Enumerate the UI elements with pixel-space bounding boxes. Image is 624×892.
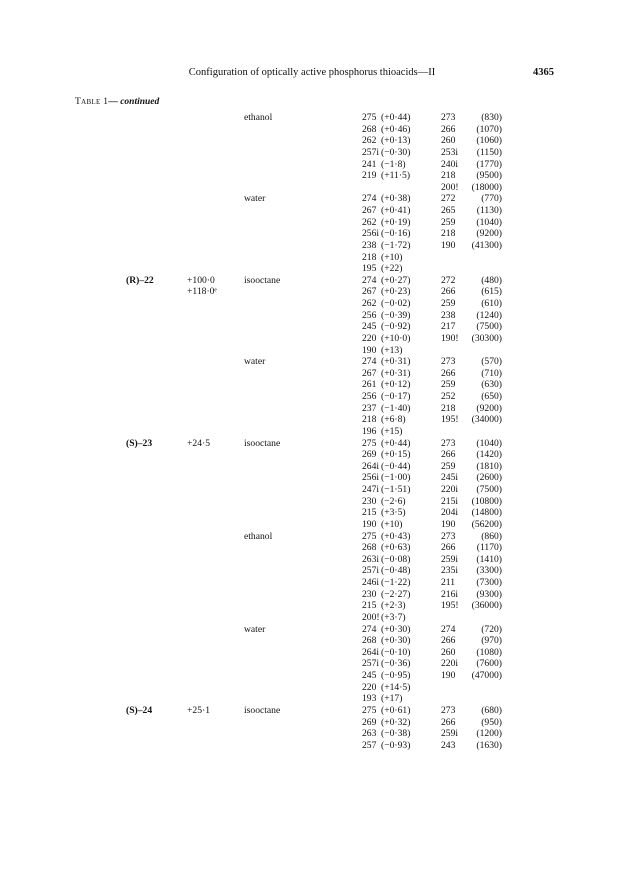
uv-wavelength-cell: 259 bbox=[441, 298, 456, 309]
uv-wavelength-cell: 204i bbox=[441, 507, 459, 519]
uv-value-cell: (570) bbox=[481, 356, 502, 368]
cd-value-cell: (−0·92) bbox=[381, 321, 411, 333]
uv-wavelength-cell: 273 bbox=[441, 530, 456, 542]
uv-value-cell: (30300) bbox=[471, 332, 502, 344]
table-row bbox=[0, 321, 624, 333]
uv-value-cell: (770) bbox=[481, 193, 502, 205]
table-row bbox=[0, 228, 624, 240]
uv-wavelength-cell: 220i bbox=[441, 484, 459, 495]
cd-wavelength-cell: 267 bbox=[362, 286, 377, 298]
cd-value-cell: (+0·13) bbox=[381, 135, 411, 147]
rotation-cell: +25·1 bbox=[187, 704, 210, 716]
table-row bbox=[0, 519, 624, 531]
cd-value-cell: (−0·95) bbox=[381, 670, 411, 681]
cd-value-cell: (−0·93) bbox=[381, 739, 411, 751]
uv-wavelength-cell: 260 bbox=[441, 646, 456, 658]
uv-value-cell: (1770) bbox=[476, 158, 502, 170]
uv-value-cell: (650) bbox=[481, 391, 502, 402]
cd-value-cell: (−0·48) bbox=[381, 565, 411, 577]
uv-value-cell: (9200) bbox=[476, 402, 502, 414]
table-row bbox=[0, 438, 624, 450]
running-header-title: Configuration of optically active phosphorus thioacids—II bbox=[188, 67, 436, 78]
uv-wavelength-cell: 211 bbox=[441, 577, 456, 588]
table-row bbox=[0, 531, 624, 543]
table-row bbox=[0, 379, 624, 391]
cd-value-cell: (+0·43) bbox=[381, 530, 411, 542]
table-row bbox=[0, 658, 624, 670]
cd-wavelength-cell: 257 bbox=[362, 739, 377, 751]
table-row bbox=[0, 333, 624, 345]
cd-wavelength-cell: 264i bbox=[362, 646, 380, 658]
cd-wavelength-cell: 220 bbox=[362, 332, 377, 344]
uv-wavelength-cell: 272 bbox=[441, 193, 456, 205]
uv-value-cell: (1240) bbox=[476, 309, 502, 321]
page-number: 4365 bbox=[533, 67, 554, 78]
cd-value-cell: (+17) bbox=[381, 693, 403, 705]
cd-value-cell: (+0·41) bbox=[381, 205, 411, 216]
rotation-cell: +100·0 bbox=[187, 274, 215, 286]
cd-wavelength-cell: 218 bbox=[362, 414, 377, 426]
table-row bbox=[0, 589, 624, 601]
uv-value-cell: (47000) bbox=[471, 670, 502, 681]
uv-value-cell: (7500) bbox=[476, 484, 502, 495]
cd-wavelength-cell: 275 bbox=[362, 437, 377, 449]
uv-wavelength-cell: 266 bbox=[441, 367, 456, 379]
uv-wavelength-cell: 273 bbox=[441, 112, 456, 123]
uv-wavelength-cell: 235i bbox=[441, 565, 459, 577]
cd-wavelength-cell: 263 bbox=[362, 728, 377, 740]
table-caption-label: Table 1 bbox=[75, 97, 109, 107]
compound-cell: (S)–23 bbox=[126, 437, 153, 449]
cd-wavelength-cell: 256i bbox=[362, 228, 380, 240]
table-row bbox=[0, 403, 624, 415]
table-row bbox=[0, 693, 624, 705]
uv-wavelength-cell: 259i bbox=[441, 728, 459, 740]
uv-wavelength-cell: 266 bbox=[441, 542, 456, 554]
uv-value-cell: (18000) bbox=[471, 181, 502, 193]
cd-value-cell: (+0·46) bbox=[381, 123, 411, 135]
cd-wavelength-cell: 269 bbox=[362, 449, 377, 461]
uv-value-cell: (480) bbox=[481, 274, 502, 286]
table-row bbox=[0, 565, 624, 577]
uv-value-cell: (860) bbox=[481, 530, 502, 542]
uv-value-cell: (7600) bbox=[476, 658, 502, 670]
table-row bbox=[0, 705, 624, 717]
cd-wavelength-cell: 246i bbox=[362, 577, 380, 588]
cd-value-cell: (+10·0) bbox=[381, 332, 411, 344]
cd-value-cell: (+0·32) bbox=[381, 716, 411, 728]
uv-value-cell: (615) bbox=[481, 286, 502, 298]
table-row bbox=[0, 345, 624, 357]
cd-value-cell: (−0·16) bbox=[381, 228, 411, 240]
cd-value-cell: (−1·40) bbox=[381, 402, 411, 414]
table-row bbox=[0, 624, 624, 636]
cd-wavelength-cell: 215 bbox=[362, 507, 377, 519]
cd-wavelength-cell: 275 bbox=[362, 530, 377, 542]
cd-wavelength-cell: 245 bbox=[362, 321, 377, 333]
cd-wavelength-cell: 261 bbox=[362, 379, 377, 391]
cd-value-cell: (−0·17) bbox=[381, 391, 411, 402]
table-row bbox=[0, 147, 624, 159]
cd-value-cell: (+2·3) bbox=[381, 600, 406, 612]
table-row bbox=[0, 240, 624, 252]
table-row bbox=[0, 135, 624, 147]
uv-wavelength-cell: 195! bbox=[441, 600, 459, 612]
uv-wavelength-cell: 265 bbox=[441, 205, 456, 216]
uv-wavelength-cell: 220i bbox=[441, 658, 459, 670]
cd-value-cell: (−1·00) bbox=[381, 472, 411, 484]
cd-wavelength-cell: 257i bbox=[362, 146, 380, 158]
cd-value-cell: (+0·30) bbox=[381, 623, 411, 635]
cd-wavelength-cell: 267 bbox=[362, 205, 377, 216]
uv-wavelength-cell: 259 bbox=[441, 460, 456, 472]
uv-value-cell: (610) bbox=[481, 298, 502, 309]
uv-wavelength-cell: 253i bbox=[441, 146, 459, 158]
cd-wavelength-cell: 190 bbox=[362, 518, 377, 530]
solvent-cell: water bbox=[244, 193, 266, 205]
uv-wavelength-cell: 274 bbox=[441, 623, 456, 635]
cd-value-cell: (+0·12) bbox=[381, 379, 411, 391]
cd-wavelength-cell: 263i bbox=[362, 553, 380, 565]
cd-wavelength-cell: 230 bbox=[362, 588, 377, 600]
uv-value-cell: (630) bbox=[481, 379, 502, 391]
uv-wavelength-cell: 195! bbox=[441, 414, 459, 426]
cd-wavelength-cell: 237 bbox=[362, 402, 377, 414]
cd-wavelength-cell: 245 bbox=[362, 670, 377, 681]
uv-value-cell: (1070) bbox=[476, 123, 502, 135]
table-row bbox=[0, 449, 624, 461]
cd-value-cell: (−2·27) bbox=[381, 588, 411, 600]
cd-wavelength-cell: 195 bbox=[362, 263, 377, 275]
cd-value-cell: (+0·19) bbox=[381, 216, 411, 228]
uv-wavelength-cell: 259 bbox=[441, 379, 456, 391]
cd-wavelength-cell: 262 bbox=[362, 298, 377, 309]
cd-wavelength-cell: 275 bbox=[362, 112, 377, 123]
table-row bbox=[0, 356, 624, 368]
uv-value-cell: (950) bbox=[481, 716, 502, 728]
table-row bbox=[0, 554, 624, 566]
compound-cell: (S)–24 bbox=[126, 704, 153, 716]
uv-value-cell: (41300) bbox=[471, 239, 502, 251]
table-row bbox=[0, 647, 624, 659]
cd-value-cell: (−1·72) bbox=[381, 239, 411, 251]
uv-wavelength-cell: 190 bbox=[441, 670, 456, 681]
solvent-cell: isooctane bbox=[244, 437, 281, 449]
cd-wavelength-cell: 256 bbox=[362, 391, 377, 402]
uv-value-cell: (1410) bbox=[476, 553, 502, 565]
uv-value-cell: (710) bbox=[481, 367, 502, 379]
cd-value-cell: (−1·51) bbox=[381, 484, 411, 495]
uv-value-cell: (1130) bbox=[476, 205, 502, 216]
cd-value-cell: (+15) bbox=[381, 425, 403, 437]
table-row bbox=[0, 170, 624, 182]
uv-value-cell: (10800) bbox=[471, 495, 502, 507]
uv-wavelength-cell: 272 bbox=[441, 274, 456, 286]
uv-wavelength-cell: 260 bbox=[441, 135, 456, 147]
uv-value-cell: (34000) bbox=[471, 414, 502, 426]
uv-wavelength-cell: 217 bbox=[441, 321, 456, 333]
table-row bbox=[0, 298, 624, 310]
table-row bbox=[0, 310, 624, 322]
cd-wavelength-cell: 215 bbox=[362, 600, 377, 612]
cd-wavelength-cell: 264i bbox=[362, 460, 380, 472]
rotation-cell: +24·5 bbox=[187, 437, 210, 449]
cd-wavelength-cell: 241 bbox=[362, 158, 377, 170]
uv-wavelength-cell: 190 bbox=[441, 518, 456, 530]
cd-wavelength-cell: 274 bbox=[362, 193, 377, 205]
cd-value-cell: (+0·31) bbox=[381, 367, 411, 379]
cd-value-cell: (+0·38) bbox=[381, 193, 411, 205]
table-row bbox=[0, 193, 624, 205]
uv-wavelength-cell: 273 bbox=[441, 437, 456, 449]
uv-wavelength-cell: 259 bbox=[441, 216, 456, 228]
cd-value-cell: (−0·08) bbox=[381, 553, 411, 565]
table-row bbox=[0, 414, 624, 426]
cd-wavelength-cell: 196 bbox=[362, 425, 377, 437]
solvent-cell: isooctane bbox=[244, 274, 281, 286]
table-row bbox=[0, 252, 624, 264]
solvent-cell: water bbox=[244, 356, 266, 368]
uv-value-cell: (1810) bbox=[476, 460, 502, 472]
table-row bbox=[0, 542, 624, 554]
table-row bbox=[0, 496, 624, 508]
cd-wavelength-cell: 190 bbox=[362, 344, 377, 356]
table-row bbox=[0, 182, 624, 194]
uv-wavelength-cell: 252 bbox=[441, 391, 456, 402]
table-row bbox=[0, 368, 624, 380]
uv-value-cell: (1040) bbox=[476, 216, 502, 228]
cd-value-cell: (−0·02) bbox=[381, 298, 411, 309]
uv-value-cell: (1170) bbox=[476, 542, 502, 554]
cd-value-cell: (−0·39) bbox=[381, 309, 411, 321]
uv-wavelength-cell: 190! bbox=[441, 332, 459, 344]
uv-wavelength-cell: 266 bbox=[441, 449, 456, 461]
uv-wavelength-cell: 245i bbox=[441, 472, 459, 484]
uv-value-cell: (7300) bbox=[476, 577, 502, 588]
cd-wavelength-cell: 193 bbox=[362, 693, 377, 705]
cd-value-cell: (+0·23) bbox=[381, 286, 411, 298]
cd-value-cell: (+0·31) bbox=[381, 356, 411, 368]
uv-value-cell: (680) bbox=[481, 704, 502, 716]
cd-wavelength-cell: 257i bbox=[362, 565, 380, 577]
table-row bbox=[0, 670, 624, 682]
cd-value-cell: (+13) bbox=[381, 344, 403, 356]
uv-wavelength-cell: 273 bbox=[441, 356, 456, 368]
cd-value-cell: (+22) bbox=[381, 263, 403, 275]
uv-wavelength-cell: 266 bbox=[441, 716, 456, 728]
cd-wavelength-cell: 275 bbox=[362, 704, 377, 716]
table-row bbox=[0, 263, 624, 275]
solvent-cell: ethanol bbox=[244, 112, 273, 123]
uv-value-cell: (3300) bbox=[476, 565, 502, 577]
table-row bbox=[0, 484, 624, 496]
cd-wavelength-cell: 268 bbox=[362, 542, 377, 554]
cd-value-cell: (−1·22) bbox=[381, 577, 411, 588]
uv-value-cell: (1080) bbox=[476, 646, 502, 658]
uv-wavelength-cell: 200! bbox=[441, 181, 459, 193]
table-caption-suffix: — continued bbox=[108, 97, 160, 107]
uv-value-cell: (56200) bbox=[471, 518, 502, 530]
cd-value-cell: (+3·7) bbox=[381, 611, 406, 623]
cd-wavelength-cell: 269 bbox=[362, 716, 377, 728]
uv-wavelength-cell: 215i bbox=[441, 495, 459, 507]
cd-wavelength-cell: 230 bbox=[362, 495, 377, 507]
table-row bbox=[0, 461, 624, 473]
cd-wavelength-cell: 256i bbox=[362, 472, 380, 484]
uv-value-cell: (720) bbox=[481, 623, 502, 635]
uv-wavelength-cell: 216i bbox=[441, 588, 459, 600]
uv-value-cell: (9500) bbox=[476, 170, 502, 182]
cd-wavelength-cell: 274 bbox=[362, 623, 377, 635]
data-table bbox=[0, 112, 624, 751]
solvent-cell: water bbox=[244, 623, 266, 635]
table-row bbox=[0, 286, 624, 298]
cd-wavelength-cell: 274 bbox=[362, 274, 377, 286]
cd-wavelength-cell: 238 bbox=[362, 239, 377, 251]
uv-value-cell: (9200) bbox=[476, 228, 502, 240]
cd-wavelength-cell: 268 bbox=[362, 123, 377, 135]
rotation-cell: +118·0ᵉ bbox=[187, 286, 217, 298]
compound-cell: (R)–22 bbox=[126, 274, 154, 286]
uv-value-cell: (1150) bbox=[476, 146, 502, 158]
uv-value-cell: (830) bbox=[481, 112, 502, 123]
cd-value-cell: (+0·44) bbox=[381, 437, 411, 449]
cd-value-cell: (+10) bbox=[381, 518, 403, 530]
table-row bbox=[0, 217, 624, 229]
cd-value-cell: (+0·30) bbox=[381, 635, 411, 647]
uv-wavelength-cell: 273 bbox=[441, 704, 456, 716]
cd-value-cell: (−0·10) bbox=[381, 646, 411, 658]
cd-value-cell: (+0·27) bbox=[381, 274, 411, 286]
uv-value-cell: (1060) bbox=[476, 135, 502, 147]
cd-value-cell: (−0·36) bbox=[381, 658, 411, 670]
table-row bbox=[0, 124, 624, 136]
cd-wavelength-cell: 268 bbox=[362, 635, 377, 647]
cd-value-cell: (+0·63) bbox=[381, 542, 411, 554]
uv-wavelength-cell: 218 bbox=[441, 170, 456, 182]
cd-value-cell: (−0·30) bbox=[381, 146, 411, 158]
table-row bbox=[0, 507, 624, 519]
table-row bbox=[0, 682, 624, 694]
cd-value-cell: (−0·38) bbox=[381, 728, 411, 740]
cd-value-cell: (−0·44) bbox=[381, 460, 411, 472]
cd-value-cell: (+0·15) bbox=[381, 449, 411, 461]
table-caption bbox=[75, 97, 159, 107]
cd-wavelength-cell: 274 bbox=[362, 356, 377, 368]
table-row bbox=[0, 472, 624, 484]
uv-wavelength-cell: 218 bbox=[441, 228, 456, 240]
table-row bbox=[0, 159, 624, 171]
cd-value-cell: (−1·8) bbox=[381, 158, 406, 170]
uv-wavelength-cell: 238 bbox=[441, 309, 456, 321]
uv-value-cell: (14800) bbox=[471, 507, 502, 519]
uv-wavelength-cell: 243 bbox=[441, 739, 456, 751]
uv-wavelength-cell: 266 bbox=[441, 286, 456, 298]
cd-wavelength-cell: 219 bbox=[362, 170, 377, 182]
cd-value-cell: (+10) bbox=[381, 251, 403, 263]
table-row bbox=[0, 112, 624, 124]
uv-wavelength-cell: 240i bbox=[441, 158, 459, 170]
table-row bbox=[0, 600, 624, 612]
cd-wavelength-cell: 256 bbox=[362, 309, 377, 321]
uv-value-cell: (2600) bbox=[476, 472, 502, 484]
table-row bbox=[0, 740, 624, 752]
cd-value-cell: (+0·44) bbox=[381, 112, 411, 123]
table-row bbox=[0, 612, 624, 624]
cd-wavelength-cell: 257i bbox=[362, 658, 380, 670]
cd-wavelength-cell: 247i bbox=[362, 484, 380, 495]
cd-value-cell: (+14·5) bbox=[381, 681, 411, 693]
table-row bbox=[0, 635, 624, 647]
cd-value-cell: (+11·5) bbox=[381, 170, 411, 182]
table-row bbox=[0, 717, 624, 729]
solvent-cell: ethanol bbox=[244, 530, 273, 542]
table-row bbox=[0, 577, 624, 589]
uv-value-cell: (1040) bbox=[476, 437, 502, 449]
cd-value-cell: (+3·5) bbox=[381, 507, 406, 519]
table-row bbox=[0, 275, 624, 287]
cd-wavelength-cell: 220 bbox=[362, 681, 377, 693]
uv-wavelength-cell: 218 bbox=[441, 402, 456, 414]
uv-value-cell: (36000) bbox=[471, 600, 502, 612]
cd-value-cell: (−2·6) bbox=[381, 495, 406, 507]
cd-wavelength-cell: 267 bbox=[362, 367, 377, 379]
uv-wavelength-cell: 190 bbox=[441, 239, 456, 251]
uv-value-cell: (1200) bbox=[476, 728, 502, 740]
uv-wavelength-cell: 259i bbox=[441, 553, 459, 565]
uv-value-cell: (1420) bbox=[476, 449, 502, 461]
table-row bbox=[0, 728, 624, 740]
uv-wavelength-cell: 266 bbox=[441, 635, 456, 647]
cd-wavelength-cell: 218 bbox=[362, 251, 377, 263]
uv-value-cell: (970) bbox=[481, 635, 502, 647]
uv-wavelength-cell: 266 bbox=[441, 123, 456, 135]
cd-value-cell: (+6·8) bbox=[381, 414, 406, 426]
cd-wavelength-cell: 262 bbox=[362, 135, 377, 147]
table-row bbox=[0, 205, 624, 217]
uv-value-cell: (7500) bbox=[476, 321, 502, 333]
uv-value-cell: (9300) bbox=[476, 588, 502, 600]
cd-value-cell: (+0·61) bbox=[381, 704, 411, 716]
cd-wavelength-cell: 200! bbox=[362, 611, 380, 623]
table-row bbox=[0, 391, 624, 403]
solvent-cell: isooctane bbox=[244, 704, 281, 716]
table-row bbox=[0, 426, 624, 438]
cd-wavelength-cell: 262 bbox=[362, 216, 377, 228]
uv-value-cell: (1630) bbox=[476, 739, 502, 751]
